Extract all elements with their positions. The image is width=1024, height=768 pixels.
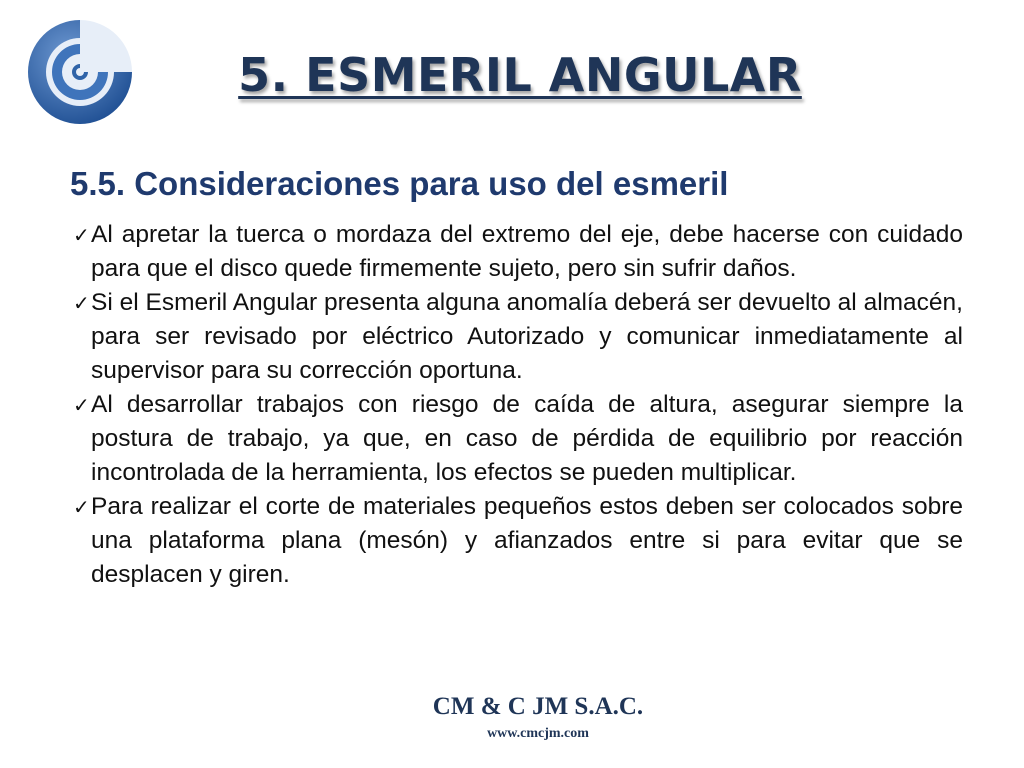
- checkmark-icon: ✓: [73, 495, 90, 519]
- footer-company-name: CM & C JM S.A.C.: [432, 693, 644, 720]
- page-title: 5. ESMERIL ANGULAR: [238, 48, 802, 102]
- list-item: [73, 388, 963, 490]
- list-item-text: Para realizar el corte de materiales pequeños estos deben ser colocados sobre una plataforma plana (mesón) y afianzados entre si para evitar que se desplacen y giren.: [91, 493, 963, 588]
- section-subtitle: 5.5. Consideraciones para uso del esmeril: [70, 165, 729, 202]
- list-item: [73, 490, 963, 592]
- list-item-text: Al apretar la tuerca o mordaza del extremo del eje, debe hacerse con cuidado para que el disco quede firmemente sujeto, pero sin sufrir daños.: [91, 221, 963, 282]
- list-item-text: Al desarrollar trabajos con riesgo de caída de altura, asegurar siempre la postura de trabajo, ya que, en caso de pérdida de equilibrio por reacción incontrolada de la herramienta, los efectos se pueden multiplicar.: [91, 391, 963, 486]
- checkmark-icon: ✓: [73, 393, 90, 417]
- list-item: [73, 218, 963, 286]
- list-item-text: Si el Esmeril Angular presenta alguna anomalía deberá ser devuelto al almacén, para ser revisado por eléctrico Autorizado y comunicar inmediatamente al supervisor para su corrección oportuna.: [91, 289, 963, 384]
- checkmark-icon: ✓: [73, 291, 90, 315]
- footer-website-url: www.cmcjm.com: [487, 726, 589, 741]
- considerations-list: [73, 218, 963, 592]
- checkmark-icon: ✓: [73, 223, 90, 247]
- list-item: [73, 286, 963, 388]
